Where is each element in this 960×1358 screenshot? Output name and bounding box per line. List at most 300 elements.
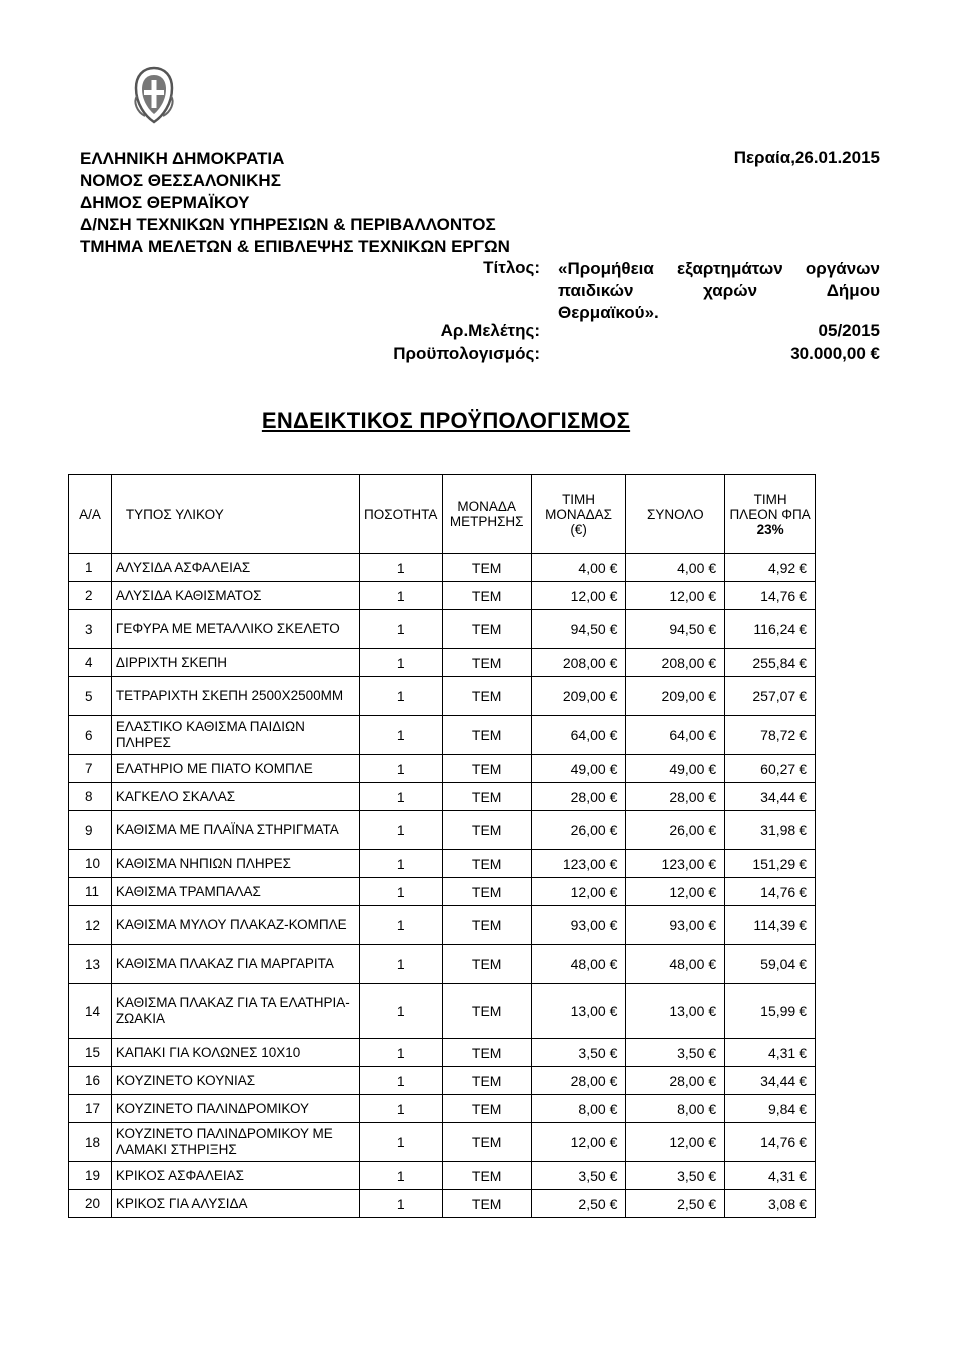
euro-sign: € (708, 883, 717, 900)
item-quantity (359, 1123, 442, 1162)
item-price-with-vat (725, 878, 816, 906)
item-quantity (359, 610, 442, 649)
item-price-with-vat (725, 1039, 816, 1067)
item-total-text: 209,00 (661, 688, 705, 704)
table-row (69, 716, 816, 755)
euro-sign: € (799, 883, 807, 900)
item-total (626, 716, 725, 755)
budget-label: Προϋπολογισμός: (393, 344, 540, 363)
item-description-text: ΚΟΥΖΙΝΕΤΟ ΚΟΥΝΙΑΣ (115, 1072, 256, 1088)
euro-sign: € (609, 727, 618, 743)
title-word: Δήμου (826, 281, 880, 300)
row-number-text: 20 (85, 1196, 101, 1211)
table-row (69, 945, 816, 984)
item-total-text: 8,00 (677, 1100, 705, 1117)
item-quantity-text: 1 (396, 956, 405, 972)
item-unit-price-text: 3,50 (578, 1044, 606, 1061)
item-unit-price-text: 3,50 (578, 1167, 606, 1184)
item-quantity (359, 1162, 442, 1190)
greek-emblem-icon (131, 66, 177, 124)
item-quantity (359, 878, 442, 906)
item-unit (442, 1162, 531, 1190)
euro-sign: € (609, 822, 618, 838)
euro-sign: € (799, 1003, 807, 1019)
item-unit-price (531, 582, 626, 610)
euro-sign: € (609, 883, 618, 900)
euro-sign: € (609, 587, 618, 604)
item-quantity-text: 1 (396, 1167, 405, 1184)
item-total (626, 649, 725, 677)
euro-sign: € (609, 621, 618, 637)
item-unit (442, 755, 531, 783)
item-description-text: ΔΙΡΡΙΧΤΗ ΣΚΕΠΗ (115, 654, 228, 670)
item-unit-price-text: 49,00 (570, 760, 606, 777)
row-number (69, 783, 112, 811)
euro-sign: € (609, 688, 618, 704)
item-total-text: 4,00 (677, 559, 705, 576)
item-total (626, 1095, 725, 1123)
item-unit-price (531, 1123, 626, 1162)
item-unit (442, 610, 531, 649)
item-unit-text: ΤΕΜ (471, 883, 502, 900)
item-total (626, 850, 725, 878)
item-unit (442, 1067, 531, 1095)
item-quantity (359, 1190, 442, 1218)
item-price-with-vat (725, 716, 816, 755)
item-unit-text: ΤΕΜ (471, 1003, 502, 1019)
item-unit-text: ΤΕΜ (471, 956, 502, 972)
table-row (69, 649, 816, 677)
item-total-text: 12,00 (669, 883, 705, 900)
item-price-with-vat (725, 783, 816, 811)
euro-sign: € (609, 788, 618, 805)
row-number-text: 4 (85, 655, 93, 670)
item-price-with-vat-text: 255,84 (752, 654, 796, 671)
item-quantity (359, 984, 442, 1039)
item-quantity (359, 677, 442, 716)
euro-sign: € (708, 688, 717, 704)
title-word: εξαρτημάτων (677, 259, 783, 278)
euro-sign: € (708, 1100, 717, 1117)
table-row (69, 783, 816, 811)
item-quantity (359, 716, 442, 755)
row-number (69, 554, 112, 582)
item-total (626, 1190, 725, 1218)
item-total (626, 582, 725, 610)
item-unit-price (531, 1067, 626, 1095)
item-quantity-text: 1 (396, 1134, 405, 1150)
item-price-with-vat-text: 4,31 (767, 1167, 796, 1184)
item-description-text: ΚΑΘΙΣΜΑ ΠΛΑΚΑΖ ΓΙΑ ΜΑΡΓΑΡΙΤΑ (115, 956, 334, 971)
item-unit-text: ΤΕΜ (471, 917, 502, 933)
item-total-text: 64,00 (669, 727, 705, 743)
item-total (626, 1039, 725, 1067)
euro-sign: € (609, 1134, 618, 1150)
euro-sign: € (799, 654, 807, 671)
euro-sign: € (799, 1100, 807, 1117)
item-total-text: 26,00 (669, 822, 705, 838)
euro-sign: € (708, 1195, 717, 1212)
item-quantity-text: 1 (396, 917, 405, 933)
item-unit-price (531, 1162, 626, 1190)
item-description (111, 677, 359, 716)
item-unit-price-text: 94,50 (570, 621, 606, 637)
item-unit (442, 1123, 531, 1162)
title-word: παιδικών (558, 281, 634, 300)
item-unit (442, 677, 531, 716)
item-quantity (359, 783, 442, 811)
euro-sign: € (799, 917, 807, 933)
item-price-with-vat-text: 3,08 (767, 1195, 796, 1212)
euro-sign: € (799, 1044, 807, 1061)
title-word: οργάνων (805, 259, 880, 278)
item-unit-price-text: 12,00 (570, 883, 606, 900)
item-unit-price (531, 610, 626, 649)
item-unit-text: ΤΕΜ (471, 727, 502, 743)
title-word: «Προμήθεια (558, 259, 654, 278)
org-line: ΝΟΜΟΣ ΘΕΣΣΑΛΟΝΙΚΗΣ (80, 171, 281, 190)
euro-sign: € (799, 1134, 807, 1150)
budget-table (68, 474, 816, 1218)
row-number (69, 677, 112, 716)
item-quantity-text: 1 (396, 788, 405, 805)
item-unit-price (531, 945, 626, 984)
item-total (626, 677, 725, 716)
item-unit-text: ΤΕΜ (471, 1044, 502, 1061)
row-number (69, 610, 112, 649)
item-quantity-text: 1 (396, 727, 405, 743)
row-number-text: 9 (85, 822, 93, 838)
header-vat-label: ΤΙΜΗ ΠΛΕΟΝ ΦΠΑ (729, 491, 811, 522)
item-description-text: ΑΛΥΣΙΔΑ ΑΣΦΑΛΕΙΑΣ (115, 559, 251, 575)
item-unit-price (531, 554, 626, 582)
item-price-with-vat-text: 15,99 (760, 1003, 796, 1019)
item-price-with-vat-text: 14,76 (760, 587, 796, 604)
euro-sign: € (799, 1072, 807, 1089)
euro-sign: € (609, 917, 618, 933)
item-quantity-text: 1 (396, 688, 405, 704)
organization-header (80, 148, 510, 258)
title-line: Θερμαϊκού». (558, 303, 659, 322)
title-label: Τίτλος: (483, 258, 540, 277)
item-price-with-vat (725, 755, 816, 783)
item-unit-price-text: 208,00 (562, 654, 606, 671)
table-row (69, 1039, 816, 1067)
item-description (111, 1067, 359, 1095)
row-number (69, 1039, 112, 1067)
item-quantity-text: 1 (396, 587, 405, 604)
euro-sign: € (708, 1072, 717, 1089)
item-description-text: ΚΟΥΖΙΝΕΤΟ ΠΑΛΙΝΔΡΟΜΙΚΟΥ ΜΕ ΛΑΜΑΚΙ ΣΤΗΡΙΞΗΣ (115, 1126, 333, 1157)
item-quantity-text: 1 (396, 883, 405, 900)
table-row (69, 984, 816, 1039)
header-type: ΤΥΠΟΣ ΥΛΙΚΟΥ (111, 475, 359, 554)
header-vat-pct: 23% (756, 521, 784, 537)
table-row (69, 610, 816, 649)
item-quantity (359, 811, 442, 850)
item-unit (442, 984, 531, 1039)
item-total-text: 28,00 (669, 788, 705, 805)
item-unit (442, 811, 531, 850)
item-unit-text: ΤΕΜ (471, 587, 502, 604)
item-quantity-text: 1 (396, 559, 405, 576)
item-unit (442, 783, 531, 811)
row-number-text: 5 (85, 688, 93, 704)
item-description-text: ΓΕΦΥΡΑ ΜΕ ΜΕΤΑΛΛΙΚΟ ΣΚΕΛΕΤΟ (115, 621, 340, 636)
item-unit-text: ΤΕΜ (471, 1072, 502, 1089)
item-total (626, 1123, 725, 1162)
table-body (69, 554, 816, 1218)
item-quantity (359, 1095, 442, 1123)
item-description (111, 945, 359, 984)
table-row (69, 878, 816, 906)
title-word: χαρών (703, 281, 758, 300)
row-number-text: 16 (85, 1073, 101, 1088)
item-quantity-text: 1 (396, 855, 405, 872)
euro-sign: € (799, 956, 807, 972)
item-total (626, 610, 725, 649)
item-price-with-vat (725, 945, 816, 984)
item-total (626, 1162, 725, 1190)
row-number-text: 12 (85, 917, 101, 933)
row-number-text: 3 (85, 621, 93, 637)
item-unit-price-text: 48,00 (570, 956, 606, 972)
item-quantity (359, 649, 442, 677)
euro-sign: € (708, 727, 717, 743)
header-qty: ΠΟΣΟΤΗΤΑ (359, 475, 442, 554)
item-total (626, 755, 725, 783)
item-unit-price-text: 26,00 (570, 822, 606, 838)
study-number-label: Αρ.Μελέτης: (440, 321, 540, 340)
item-unit-price (531, 1190, 626, 1218)
item-description-text: ΑΛΥΣΙΔΑ ΚΑΘΙΣΜΑΤΟΣ (115, 587, 262, 603)
euro-sign: € (609, 1167, 618, 1184)
item-unit-price-text: 28,00 (570, 1072, 606, 1089)
table-row (69, 1067, 816, 1095)
item-unit-price (531, 878, 626, 906)
item-total-text: 28,00 (669, 1072, 705, 1089)
item-quantity-text: 1 (396, 621, 405, 637)
table-row (69, 1095, 816, 1123)
header-vat (725, 475, 816, 554)
item-price-with-vat (725, 1067, 816, 1095)
euro-sign: € (708, 956, 717, 972)
item-unit-price (531, 984, 626, 1039)
item-unit (442, 649, 531, 677)
item-description-text: ΚΑΘΙΣΜΑ ΜΥΛΟΥ ΠΛΑΚΑΖ-ΚΟΜΠΛΕ (115, 917, 347, 932)
item-unit-price-text: 12,00 (570, 587, 606, 604)
item-price-with-vat (725, 554, 816, 582)
item-description-text: ΚΑΘΙΣΜΑ ΜΕ ΠΛΑΪΝΑ ΣΤΗΡΙΓΜΑΤΑ (115, 822, 339, 837)
euro-sign: € (609, 760, 618, 777)
item-unit-price-text: 123,00 (562, 855, 606, 872)
item-price-with-vat (725, 984, 816, 1039)
euro-sign: € (708, 760, 717, 777)
item-unit-text: ΤΕΜ (471, 1167, 502, 1184)
item-price-with-vat (725, 850, 816, 878)
item-quantity (359, 755, 442, 783)
item-quantity-text: 1 (396, 1100, 405, 1117)
table-row (69, 811, 816, 850)
euro-sign: € (708, 654, 717, 671)
item-description (111, 984, 359, 1039)
item-price-with-vat (725, 1095, 816, 1123)
item-description (111, 906, 359, 945)
item-unit-text: ΤΕΜ (471, 760, 502, 777)
item-description (111, 755, 359, 783)
item-total-text: 123,00 (661, 855, 705, 872)
item-description-text: ΚΑΘΙΣΜΑ ΝΗΠΙΩΝ ΠΛΗΡΕΣ (115, 855, 291, 871)
row-number (69, 755, 112, 783)
item-quantity-text: 1 (396, 1195, 405, 1212)
item-description-text: ΚΡΙΚΟΣ ΓΙΑ ΑΛΥΣΙΔΑ (115, 1195, 248, 1211)
item-unit-price (531, 649, 626, 677)
row-number (69, 878, 112, 906)
item-unit-price-text: 93,00 (570, 917, 606, 933)
item-price-with-vat-text: 114,39 (753, 917, 796, 933)
item-total-text: 3,50 (677, 1044, 705, 1061)
org-line: Δ/ΝΣΗ ΤΕΧΝΙΚΩΝ ΥΠΗΡΕΣΙΩΝ & ΠΕΡΙΒΑΛΛΟΝΤΟΣ (80, 215, 496, 234)
budget-value: 30.000,00 € (790, 344, 880, 363)
euro-sign: € (708, 1044, 717, 1061)
item-unit (442, 1190, 531, 1218)
item-unit-text: ΤΕΜ (471, 788, 502, 805)
item-description-text: ΚΑΠΑΚΙ ΓΙΑ ΚΟΛΩΝΕΣ 10Χ10 (115, 1044, 301, 1060)
euro-sign: € (799, 788, 807, 805)
item-price-with-vat-text: 78,72 (760, 727, 796, 743)
item-unit-text: ΤΕΜ (471, 1134, 502, 1150)
euro-sign: € (799, 688, 807, 704)
item-price-with-vat-text: 34,44 (760, 1072, 796, 1089)
title-value (558, 258, 880, 324)
item-description-text: ΚΑΓΚΕΛΟ ΣΚΑΛΑΣ (115, 788, 236, 804)
item-description (111, 716, 359, 755)
item-unit-price-text: 8,00 (578, 1100, 606, 1117)
item-unit (442, 945, 531, 984)
item-total-text: 48,00 (669, 956, 705, 972)
item-quantity (359, 1039, 442, 1067)
item-total-text: 93,00 (669, 917, 705, 933)
row-number (69, 984, 112, 1039)
euro-sign: € (799, 621, 807, 637)
document-date: Περαία,26.01.2015 (733, 148, 880, 167)
item-total (626, 945, 725, 984)
item-total (626, 906, 725, 945)
item-total-text: 208,00 (661, 654, 705, 671)
item-unit-text: ΤΕΜ (471, 621, 502, 637)
item-total-text: 49,00 (669, 760, 705, 777)
euro-sign: € (799, 587, 807, 604)
row-number-text: 11 (85, 884, 100, 899)
item-unit-text: ΤΕΜ (471, 1100, 502, 1117)
row-number-text: 6 (85, 727, 93, 743)
item-quantity (359, 1067, 442, 1095)
item-quantity (359, 582, 442, 610)
item-description (111, 649, 359, 677)
item-total-text: 2,50 (677, 1195, 705, 1212)
item-total-text: 3,50 (677, 1167, 705, 1184)
euro-sign: € (609, 1195, 618, 1212)
row-number (69, 1190, 112, 1218)
item-unit (442, 850, 531, 878)
euro-sign: € (708, 587, 717, 604)
euro-sign: € (609, 654, 618, 671)
item-price-with-vat-text: 60,27 (760, 760, 796, 777)
item-price-with-vat-text: 151,29 (752, 855, 796, 872)
item-description (111, 811, 359, 850)
item-unit-price-text: 13,00 (570, 1003, 606, 1019)
item-unit-price (531, 755, 626, 783)
item-description (111, 1039, 359, 1067)
row-number-text: 19 (85, 1168, 101, 1183)
item-total (626, 878, 725, 906)
item-price-with-vat-text: 4,31 (767, 1044, 796, 1061)
euro-sign: € (799, 727, 807, 743)
euro-sign: € (609, 1003, 618, 1019)
euro-sign: € (708, 855, 717, 872)
header-aa: Α/Α (69, 475, 112, 554)
euro-sign: € (708, 788, 717, 805)
row-number-text: 8 (85, 789, 93, 804)
item-price-with-vat-text: 34,44 (760, 788, 796, 805)
item-description (111, 610, 359, 649)
table-row (69, 906, 816, 945)
item-description (111, 1123, 359, 1162)
table-header-row (69, 475, 816, 554)
item-description (111, 1162, 359, 1190)
item-unit-text: ΤΕΜ (471, 654, 502, 671)
row-number (69, 850, 112, 878)
item-quantity-text: 1 (396, 1072, 405, 1089)
item-quantity (359, 850, 442, 878)
item-unit-price-text: 12,00 (570, 1134, 606, 1150)
row-number (69, 649, 112, 677)
item-unit-price-text: 28,00 (570, 788, 606, 805)
item-unit (442, 906, 531, 945)
item-description-text: ΚΟΥΖΙΝΕΤΟ ΠΑΛΙΝΔΡΟΜΙΚΟΥ (115, 1100, 310, 1116)
row-number-text: 1 (85, 560, 93, 575)
item-description (111, 1095, 359, 1123)
row-number-text: 2 (85, 588, 93, 603)
item-unit-price (531, 850, 626, 878)
row-number-text: 15 (85, 1045, 101, 1060)
euro-sign: € (609, 956, 618, 972)
item-price-with-vat (725, 649, 816, 677)
item-quantity-text: 1 (396, 654, 405, 671)
euro-sign: € (708, 621, 717, 637)
row-number-text: 13 (85, 956, 101, 972)
row-number (69, 1067, 112, 1095)
item-description-text: ΚΑΘΙΣΜΑ ΤΡΑΜΠΑΛΑΣ (115, 883, 261, 899)
study-number-value: 05/2015 (818, 321, 880, 340)
item-unit (442, 878, 531, 906)
header-unit: ΜΟΝΑΔΑ ΜΕΤΡΗΣΗΣ (442, 475, 531, 554)
euro-sign: € (708, 822, 717, 838)
item-unit-price (531, 1095, 626, 1123)
euro-sign: € (609, 1044, 618, 1061)
row-number (69, 582, 112, 610)
row-number (69, 906, 112, 945)
row-number (69, 716, 112, 755)
table-row (69, 677, 816, 716)
item-price-with-vat-text: 9,84 (767, 1100, 796, 1117)
table-row (69, 755, 816, 783)
item-description-text: ΤΕΤΡΑΡΙΧΤΗ ΣΚΕΠΗ 2500Χ2500ΜΜ (115, 688, 344, 703)
item-price-with-vat-text: 14,76 (760, 883, 796, 900)
item-price-with-vat (725, 906, 816, 945)
item-price-with-vat-text: 31,98 (760, 822, 796, 838)
item-unit-price (531, 811, 626, 850)
